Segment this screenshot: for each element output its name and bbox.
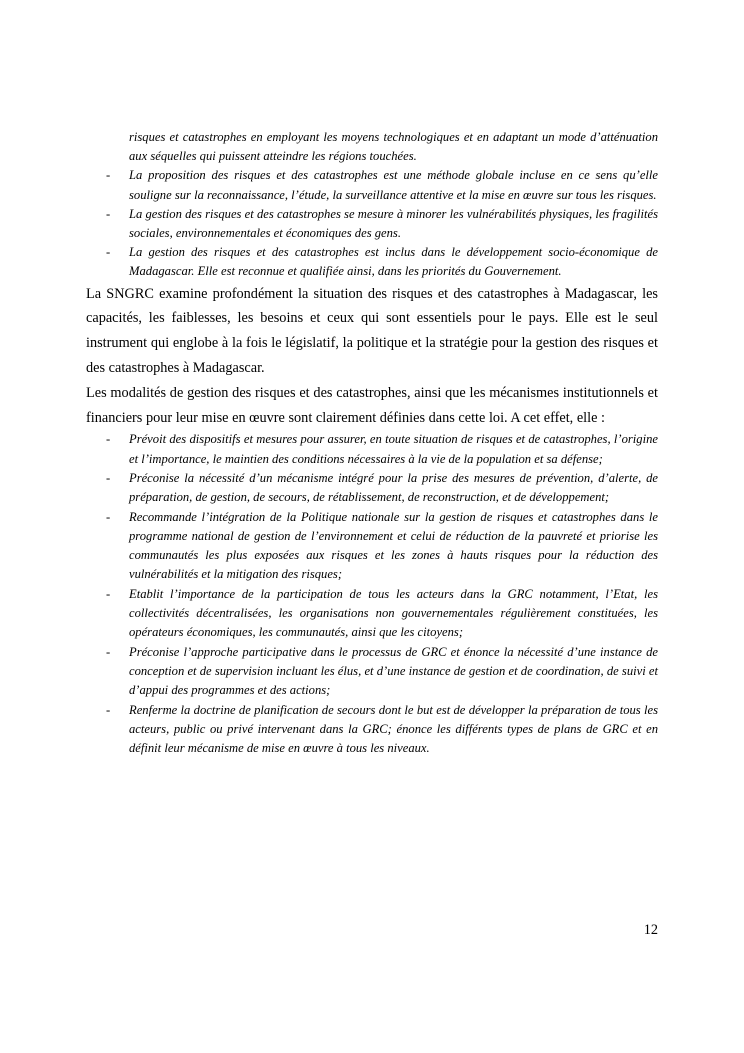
list-item [86,205,658,243]
bullet-dash: - [106,471,111,485]
bullet-dash: - [106,644,111,659]
list-item-text: La gestion des risques et des catastrophes est inclus dans le développement socio-économique de Madagascar. Elle est reconnue et qualifiée ainsi, dans les priorités du Gouvernement. [129,245,658,279]
list-item [86,643,658,701]
list-item [86,430,658,469]
bullet-dash: - [106,586,111,601]
list-item [86,243,658,281]
list-item-text: risques et catastrophes en employant les moyens technologiques et en adaptant un mode d’atténuation aux séquelles qui puissent atteindre les régions touchées. [129,130,658,164]
paragraph-sngrc: La SNGRC examine profondément la situation des risques et des catastrophes à Madagascar, les capacités, les faiblesses, les besoins et ceux qui sont essentiels pour le pays. Elle est le seul instrument qui englobe à la fois le législatif, la politique et la stratégie pour la gestion des risques et des catastrophes à Madagascar. [86,285,658,377]
list-item [86,508,658,585]
paragraph-modalites: Les modalités de gestion des risques et des catastrophes, ainsi que les mécanismes institutionnels et financiers pour leur mise en œuvre sont clairement définies dans cette loi. A cet effet, elle : [86,384,658,426]
list-item [86,585,658,643]
bullet-dash: - [106,432,111,447]
bullet-dash: - [106,206,111,221]
bullet-dash: - [106,245,111,260]
list-item-text: Etablit l’importance de la participation de tous les acteurs dans la GRC notamment, l’Etat, les collectivités décentralisées, les organisations non gouvernementales régulièrement constituées, les opérateurs économiques, les communautés, ainsi que les citoyens; [129,586,658,640]
list-item-text: Recommande l’intégration de la Politique nationale sur la gestion de risques et catastrophes dans le programme national de gestion de l’environnement et celui de réduction de la pauvreté et priorise les communautés les plus exposées aux risques et les zones à hauts risques pour la réduction des vulnérabilités et la mitigation des risques; [129,509,658,582]
bullet-dash: - [106,168,111,183]
list-item [86,469,658,508]
list-item [86,701,658,759]
first-bullet-list [86,128,658,282]
bullet-dash: - [106,702,111,717]
list-item-text: Préconise l’approche participative dans le processus de GRC et énonce la nécessité d’une instance de conception et de supervision incluant les élus, et d’une instance de gestion et de coordination, de suivi et d’appui des programmes et des actions; [129,644,658,698]
list-item-text: Préconise la nécessité d’un mécanisme intégré pour la prise des mesures de prévention, d’alerte, de préparation, de gestion, de secours, de rétablissement, de reconstruction, et de développement; [129,471,658,505]
second-bullet-list [86,430,658,758]
page-body [86,128,658,758]
list-item-text: Prévoit des dispositifs et mesures pour assurer, en toute situation de risques et de catastrophes, l’origine et l’importance, le maintien des conditions nécessaires à la vie de la population et sa défense; [129,432,658,466]
bullet-dash: - [106,509,111,524]
list-item-continuation [86,128,658,166]
list-item-text: La proposition des risques et des catastrophes est une méthode globale incluse en ce sens qu’elle souligne sur la reconnaissance, l’étude, la surveillance attentive et la mise en œuvre sur tous les risques. [129,168,658,202]
list-item-text: La gestion des risques et des catastrophes se mesure à minorer les vulnérabilités physiques, les fragilités sociales, environnementales et économiques des gens. [129,206,658,241]
list-item [86,166,658,204]
page-number: 12 [643,922,658,938]
list-item-text: Renferme la doctrine de planification de secours dont le but est de développer la préparation de tous les acteurs, public ou privé intervenant dans la GRC; énonce les différents types de plans de GRC et en définit leur mécanisme de mise en œuvre à tous les niveaux. [129,702,658,756]
